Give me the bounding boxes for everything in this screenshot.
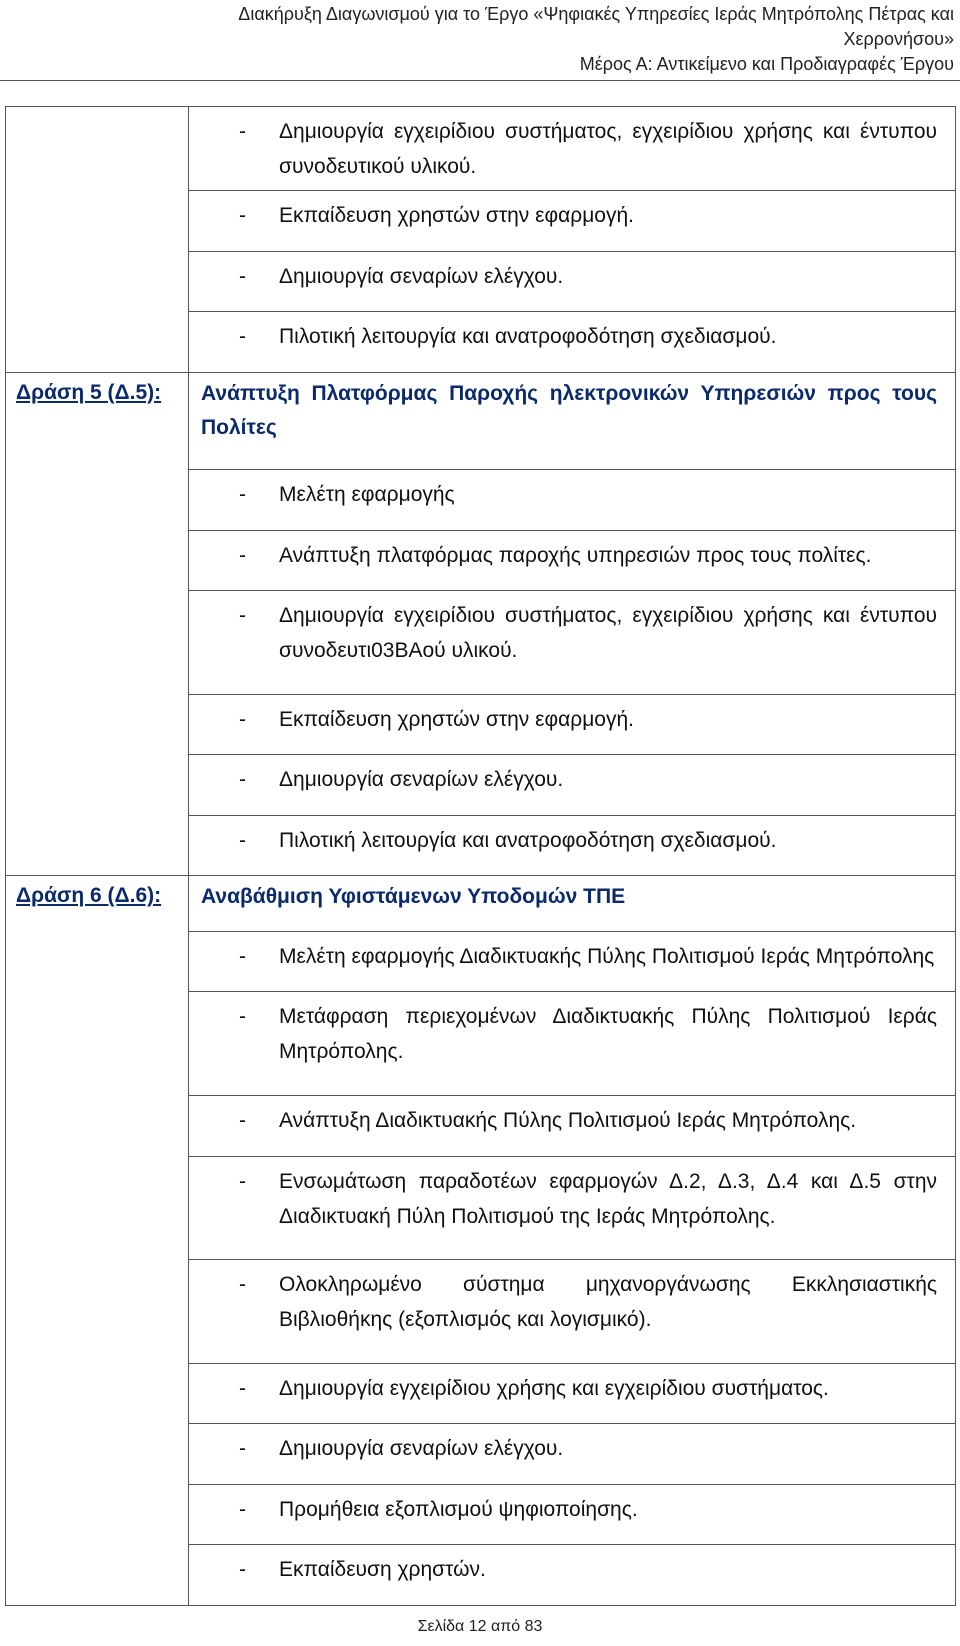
list-item xyxy=(189,992,955,1075)
list-item-text: Μετάφραση περιεχομένων Διαδικτυακής Πύλης Πολιτισμού Ιεράς Μητρόπολης. xyxy=(279,1005,937,1064)
bullet-dash: - xyxy=(239,604,246,628)
list-item-text: Ανάπτυξη πλατφόρμας παροχής υπηρεσιών προς τους πολίτες. xyxy=(279,543,872,567)
bullet-dash: - xyxy=(239,483,246,507)
content-cell xyxy=(189,1484,956,1545)
list-item-text: Δημιουργία εγχειρίδιου συστήματος, εγχειρίδιου χρήσης και έντυπου συνοδευτικού υλικού. xyxy=(279,120,937,178)
list-item-text: Δημιουργία σεναρίων ελέγχου. xyxy=(279,1437,564,1461)
list-item xyxy=(189,695,955,743)
list-item-text: Δημιουργία σεναρίων ελέγχου. xyxy=(279,768,564,792)
content-cell xyxy=(189,251,956,312)
content-cell xyxy=(189,992,956,1096)
list-item xyxy=(189,1157,955,1240)
list-item xyxy=(189,1485,955,1533)
action-5-label: Δράση 5 (Δ.5): xyxy=(16,380,162,404)
bullet-dash: - xyxy=(239,120,246,143)
bullet-dash: - xyxy=(239,1558,246,1582)
bullet-dash: - xyxy=(239,543,246,567)
bullet-dash: - xyxy=(239,1437,246,1461)
list-item xyxy=(189,312,955,360)
bullet-dash: - xyxy=(239,1005,246,1029)
list-item-text: Εκπαίδευση χρηστών. xyxy=(279,1558,486,1582)
action-6-label-cell xyxy=(6,876,189,1606)
action-6-title: Αναβάθμιση Υφιστάμενων Υποδομών ΤΠΕ xyxy=(201,885,626,909)
label-cell-empty xyxy=(6,107,189,373)
list-item xyxy=(189,1424,955,1472)
table-row-action-5 xyxy=(6,372,956,470)
content-cell xyxy=(189,1260,956,1364)
list-item xyxy=(189,816,955,864)
list-item xyxy=(189,1260,955,1343)
content-cell xyxy=(189,1096,956,1157)
bullet-dash: - xyxy=(239,944,246,968)
bullet-dash: - xyxy=(239,1497,246,1521)
bullet-dash: - xyxy=(239,707,246,731)
bullet-dash: - xyxy=(239,325,246,348)
table-row-action-6 xyxy=(6,876,956,932)
bullet-dash: - xyxy=(239,204,246,227)
bullet-dash: - xyxy=(239,1109,246,1132)
content-cell xyxy=(189,107,956,191)
actions-table xyxy=(5,106,956,1606)
header-subtitle: Μέρος Α: Αντικείμενο και Προδιαγραφές Έργου xyxy=(579,54,954,74)
page-header xyxy=(0,0,960,81)
content-cell xyxy=(189,1363,956,1424)
list-item xyxy=(189,531,955,579)
list-item xyxy=(189,755,955,803)
action-6-label: Δράση 6 (Δ.6): xyxy=(16,884,162,908)
content-cell xyxy=(189,815,956,876)
content-cell xyxy=(189,694,956,755)
header-title-line-2: Χερρονήσου» xyxy=(843,29,954,49)
list-item xyxy=(189,932,955,980)
content-cell xyxy=(189,1545,956,1606)
bullet-dash: - xyxy=(239,1273,246,1297)
content-cell xyxy=(189,876,956,932)
bullet-dash: - xyxy=(239,828,246,852)
page-footer: Σελίδα 12 από 83 xyxy=(417,1618,543,1635)
content-cell xyxy=(189,372,956,470)
header-title-line-1: Διακήρυξη Διαγωνισμού για το Έργο «Ψηφιακές Υπηρεσίες Ιεράς Μητρόπολης Πέτρας και xyxy=(238,4,954,24)
list-item-text: Δημιουργία εγχειρίδιου συστήματος, εγχειρίδιου χρήσης και έντυπου συνοδευτι03ΒΑού υλικού. xyxy=(279,604,937,663)
table-row xyxy=(6,107,956,191)
list-item xyxy=(189,591,955,674)
list-item-text: Δημιουργία εγχειρίδιου χρήσης και εγχειρίδιου συστήματος. xyxy=(279,1376,829,1400)
list-item-text: Ανάπτυξη Διαδικτυακής Πύλης Πολιτισμού Ιεράς Μητρόπολης. xyxy=(279,1109,857,1132)
list-item xyxy=(189,1545,955,1593)
list-item xyxy=(189,191,955,239)
content-cell xyxy=(189,530,956,591)
list-item xyxy=(189,252,955,300)
list-item-text: Εκπαίδευση χρηστών στην εφαρμογή. xyxy=(279,707,634,731)
content-cell xyxy=(189,591,956,695)
list-item-text: Μελέτη εφαρμογής Διαδικτυακής Πύλης Πολιτισμού Ιεράς Μητρόπολης xyxy=(279,944,935,968)
bullet-dash: - xyxy=(239,1169,246,1193)
content-cell xyxy=(189,755,956,816)
list-item-text: Ενσωμάτωση παραδοτέων εφαρμογών Δ.2, Δ.3, Δ.4 και Δ.5 στην Διαδικτυακή Πύλη Πολιτισμού της Ιεράς Μητρόπολης. xyxy=(279,1169,937,1228)
content-cell xyxy=(189,470,956,531)
list-item-text: Πιλοτική λειτουργία και ανατροφοδότηση σχεδιασμού. xyxy=(279,828,777,852)
list-item xyxy=(189,1364,955,1412)
list-item-text: Ολοκληρωμένο σύστημα μηχανοργάνωσης Εκκλησιαστικής Βιβλιοθήκης (εξοπλισμός και λογισμικό). xyxy=(279,1273,937,1332)
list-item-text: Δημιουργία σεναρίων ελέγχου. xyxy=(279,264,564,288)
list-item-text: Μελέτη εφαρμογής xyxy=(279,483,455,507)
content-cell xyxy=(189,1424,956,1485)
content-cell xyxy=(189,931,956,992)
list-item-text: Προμήθεια εξοπλισμού ψηφιοποίησης. xyxy=(279,1497,638,1521)
bullet-dash: - xyxy=(239,1376,246,1400)
content-cell xyxy=(189,1156,956,1260)
list-item xyxy=(189,107,955,190)
content-cell xyxy=(189,312,956,373)
list-item-text: Εκπαίδευση χρηστών στην εφαρμογή. xyxy=(279,204,634,227)
list-item-text: Πιλοτική λειτουργία και ανατροφοδότηση σχεδιασμού. xyxy=(279,325,777,348)
list-item xyxy=(189,470,955,518)
bullet-dash: - xyxy=(239,264,246,288)
action-5-title: Ανάπτυξη Πλατφόρμας Παροχής ηλεκτρονικών Υπηρεσιών προς τους Πολίτες xyxy=(201,381,937,439)
action-5-label-cell xyxy=(6,372,189,876)
list-item xyxy=(189,1096,955,1144)
content-cell xyxy=(189,191,956,252)
bullet-dash: - xyxy=(239,768,246,792)
